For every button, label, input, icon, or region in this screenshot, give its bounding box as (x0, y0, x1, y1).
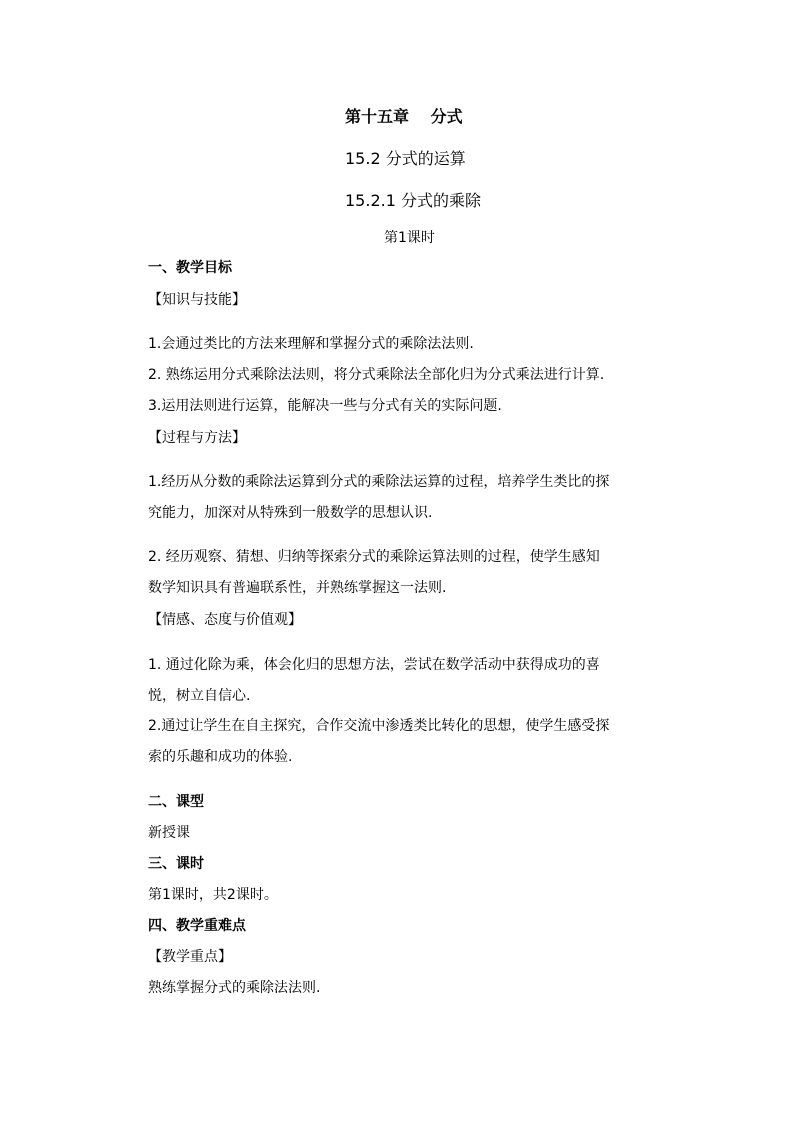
focus-value: 熟练掌握分式的乘除法法则. (148, 980, 321, 996)
knowledge-item: 3.运用法则进行运算，能解决一些与分式有关的实际问题. (148, 398, 502, 414)
chapter-title: 第十五章 分式 (345, 107, 463, 126)
emotion-item-line: 1. 通过化除为乘，体会化归的思想方法，尝试在数学活动中获得成功的喜 (148, 657, 600, 673)
lesson-number: 第1课时 (384, 230, 435, 246)
knowledge-label: 【知识与技能】 (148, 292, 246, 308)
lesson-type-value: 新授课 (148, 825, 190, 841)
section-title: 15.2 分式的运算 (345, 149, 466, 168)
emotion-item-line: 2.通过让学生在自主探究，合作交流中渗透类比转化的思想，使学生感受探 (148, 718, 610, 734)
objectives-heading: 一、教学目标 (148, 260, 232, 276)
process-item-line: 数学知识具有普遍联系性，并熟练掌握这一法则. (148, 580, 447, 596)
class-hours-value: 第1课时，共2课时。 (148, 887, 278, 903)
process-item-line: 1.经历从分数的乘除法运算到分式的乘除法运算的过程，培养学生类比的探 (148, 474, 610, 490)
key-points-heading: 四、教学重难点 (148, 918, 246, 934)
emotion-label: 【情感、态度与价值观】 (148, 612, 302, 628)
focus-label: 【教学重点】 (148, 949, 232, 965)
process-item-line: 2. 经历观察、猜想、归纳等探索分式的乘除运算法则的过程，使学生感知 (148, 549, 600, 565)
emotion-item-line: 悦，树立自信心. (148, 688, 251, 704)
process-label: 【过程与方法】 (148, 430, 246, 446)
knowledge-item: 1.会通过类比的方法来理解和掌握分式的乘除法法则. (148, 336, 474, 352)
emotion-item-line: 索的乐趣和成功的体验. (148, 749, 293, 765)
process-item-line: 究能力，加深对从特殊到一般数学的思想认识. (148, 505, 433, 521)
subsection-title: 15.2.1 分式的乘除 (345, 191, 481, 210)
lesson-type-heading: 二、课型 (148, 794, 204, 810)
knowledge-item: 2. 熟练运用分式乘除法法则，将分式乘除法全部化归为分式乘法进行计算. (148, 367, 605, 383)
class-hours-heading: 三、课时 (148, 856, 204, 872)
